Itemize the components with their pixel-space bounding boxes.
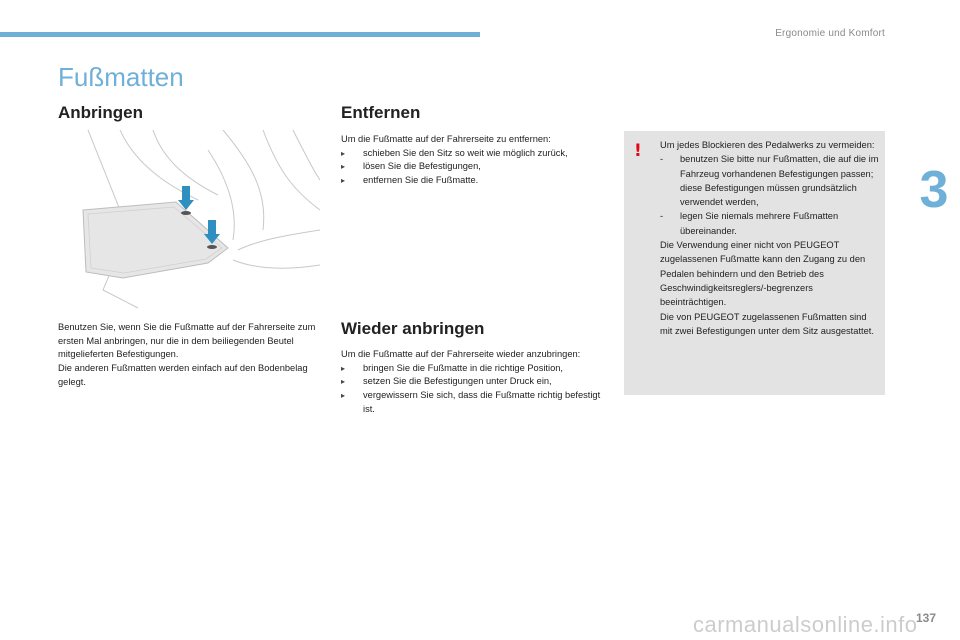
warning-paragraph: Die Verwendung einer nicht von PEUGEOT zugelassenen Fußmatte kann den Zugang zu den Pedalen behindern und den Betrieb des Geschwindigkeitsreglers/-begrenzers beeinträchtigen. xyxy=(660,240,866,308)
list-item: ▸ bringen Sie die Fußmatte in die richtige Position, xyxy=(341,362,611,376)
wieder-anbringen-steps xyxy=(341,362,611,417)
warning-intro: Um jedes Blockieren des Pedalwerks zu vermeiden: xyxy=(660,140,875,150)
list-item: ▸ lösen Sie die Befestigungen, xyxy=(341,160,611,174)
list-item: - legen Sie niemals mehrere Fußmatten übereinander. xyxy=(660,209,880,238)
heading-anbringen: Anbringen xyxy=(58,103,143,122)
heading-wieder-anbringen: Wieder anbringen xyxy=(341,319,485,338)
list-item: ▸ setzen Sie die Befestigungen unter Druck ein, xyxy=(341,375,611,389)
warning-items xyxy=(660,152,880,238)
entfernen-intro: Um die Fußmatte auf der Fahrerseite zu entfernen: xyxy=(341,134,551,144)
page-number: 137 xyxy=(915,611,936,625)
top-accent-bar xyxy=(0,32,480,37)
anbringen-text xyxy=(58,321,320,390)
warning-text xyxy=(660,138,880,338)
list-item: ▸ vergewissern Sie sich, dass die Fußmatte richtig befestigt ist. xyxy=(341,389,611,416)
page-title: Fußmatten xyxy=(58,62,184,92)
section-name: Ergonomie und Komfort xyxy=(775,28,885,39)
anbringen-paragraph: Benutzen Sie, wenn Sie die Fußmatte auf der Fahrerseite zum ersten Mal anbringen, nur die in dem beiliegenden Beutel mitgelieferten Befestigungen. xyxy=(58,322,316,360)
list-item: ▸ entfernen Sie die Fußmatte. xyxy=(341,174,611,188)
watermark: carmanualsonline.info xyxy=(693,612,918,637)
entfernen-steps xyxy=(341,147,611,188)
wieder-anbringen-intro: Um die Fußmatte auf der Fahrerseite wieder anzubringen: xyxy=(341,349,581,359)
entfernen-block xyxy=(341,133,611,188)
heading-entfernen: Entfernen xyxy=(341,103,421,122)
list-item: - benutzen Sie bitte nur Fußmatten, die auf die im Fahrzeug vorhandenen Befestigungen passen; diese Befestigungen müssen grundsätzlich verwendet werden, xyxy=(660,152,880,209)
chapter-number: 3 xyxy=(919,161,949,219)
floor-mat-illustration xyxy=(58,130,320,310)
exclamation-icon: ! xyxy=(634,141,642,161)
warning-paragraph: Die von PEUGEOT zugelassenen Fußmatten sind mit zwei Befestigungen unter dem Sitz ausgestattet. xyxy=(660,311,874,336)
warning-box xyxy=(624,131,885,395)
wieder-anbringen-block xyxy=(341,348,611,417)
anbringen-paragraph: Die anderen Fußmatten werden einfach auf den Bodenbelag gelegt. xyxy=(58,363,308,387)
list-item: ▸ schieben Sie den Sitz so weit wie möglich zurück, xyxy=(341,147,611,161)
